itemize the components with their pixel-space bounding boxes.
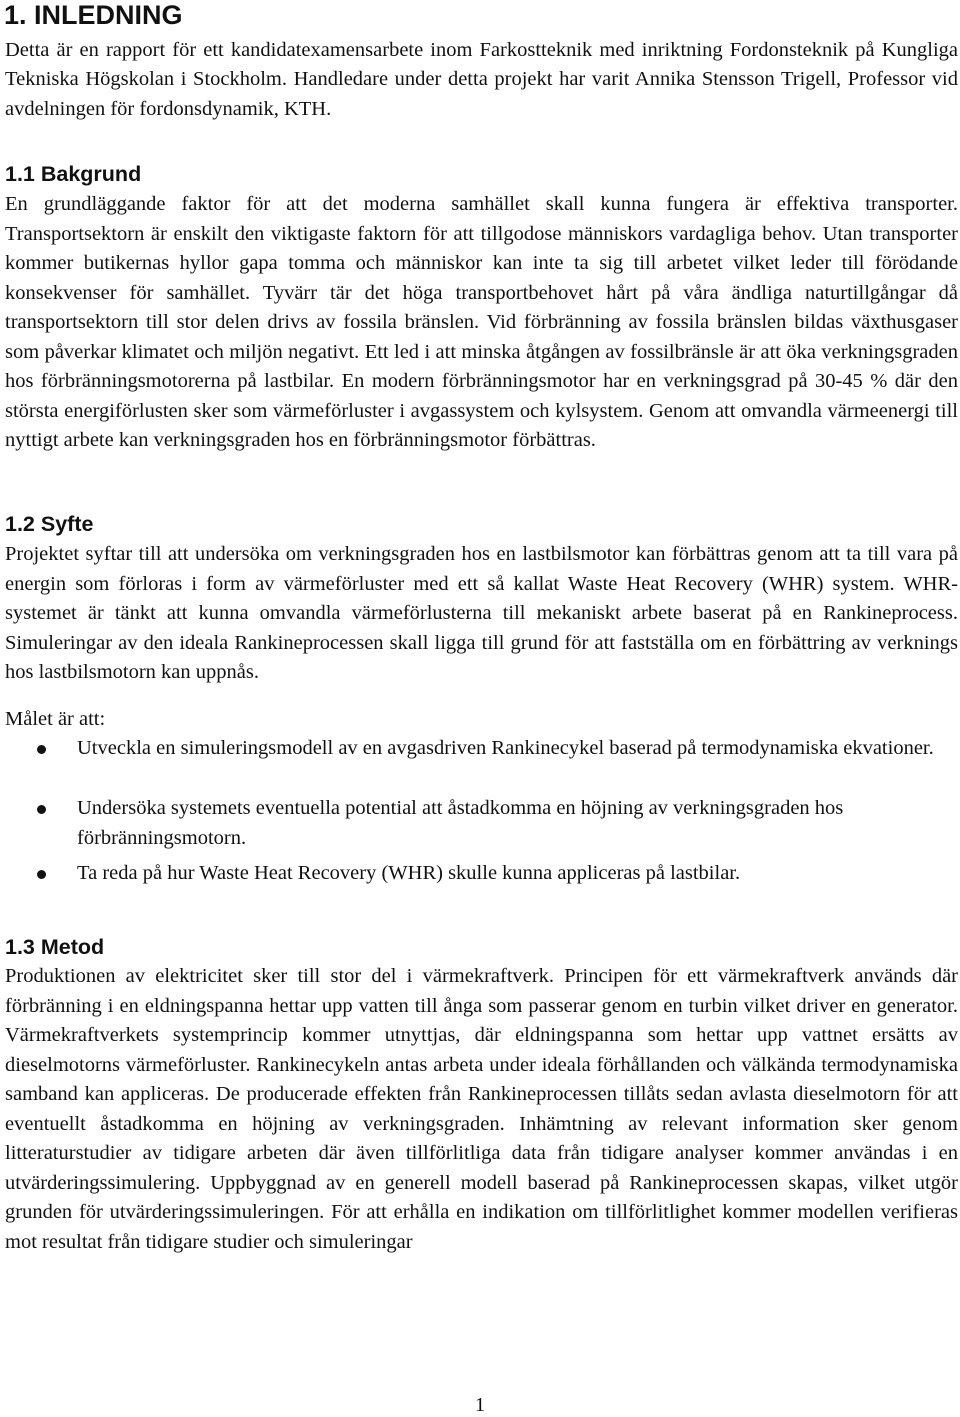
list-item-text: Utveckla en simuleringsmodell av en avgasdriven Rankinecykel baserad på termodynamiska ekvationer. (77, 737, 934, 759)
paragraph-metod: Produktionen av elektricitet sker till stor del i värmekraftverk. Principen för ett värmekraftverk används där förbränning i en eldningspanna hettar upp vatten till ånga som passerar genom en turbin vilket driver en generator. Värmekraftverkets systemprincip kommer utnyttjas, där eldningspanna som hettar upp vattnet ersätts av dieselmotorns värmeförluster. Rankinecykeln antas arbeta under ideala förhållanden och välkända termodynamiska samband kan appliceras. De producerade effekten från Rankineprocessen tillåts sedan avlasta dieselmotorn för att eventuellt åstadkomma en höjning av verkningsgraden. Inhämtning av relevant information sker genom litteraturstudier av tidigare arbeten där även tillförlitliga data från tidigare analyser kommer användas i en utvärderingssimulering. Uppbyggnad av en generell modell baserad på Rankineprocessen skapas, vilket utgör grunden för utvärderingssimuleringen. För att erhålla en indikation om tillförlitlighet kommer modellen verifieras mot resultat från tidigare studier och simuleringar (5, 965, 958, 1253)
section-heading-bakgrund: 1.1 Bakgrund (5, 162, 142, 186)
section-heading-syfte: 1.2 Syfte (5, 512, 94, 536)
goals-intro: Målet är att: (5, 708, 106, 730)
list-item-text: Ta reda på hur Waste Heat Recovery (WHR) skulle kunna appliceras på lastbilar. (77, 862, 741, 884)
bullet-icon (37, 805, 46, 814)
bullet-icon (37, 745, 46, 754)
section-heading-inledning: 1. INLEDNING (4, 0, 183, 30)
paragraph-inledning: Detta är en rapport för ett kandidatexamensarbete inom Farkostteknik med inriktning Fordonsteknik på Kungliga Tekniska Högskolan i Stockholm. Handledare under detta projekt har varit Annika Stensson Trigell, Professor vid avdelningen för fordonsdynamik, KTH. (5, 39, 958, 120)
section-heading-metod: 1.3 Metod (5, 935, 105, 959)
paragraph-bakgrund: En grundläggande faktor för att det moderna samhället skall kunna fungera är effektiva transporter. Transportsektorn är enskilt den viktigaste faktorn för att tillgodose människors vardagliga behov. Utan transporter kommer butikernas hyllor gapa tomma och människor kan inte ta sig till arbetet vilket leder till förödande konsekvenser för samhället. Tyvärr tär det höga transportbehovet hårt på våra ändliga naturtillgångar då transportsektorn till stor delen drivs av fossila bränslen. Vid förbränning av fossila bränslen bildas växthusgaser som påverkar klimatet och miljön negativt. Ett led i att minska åtgången av fossilbränsle är att öka verkningsgraden hos förbränningsmotorerna på lastbilar. En modern förbränningsmotor har en verkningsgrad på 30-45 % där den största energiförlusten sker som värmeförluster i avgassystem och kylsystem. Genom att omvandla värmeenergi till nyttigt arbete kan verkningsgraden hos en förbränningsmotor förbättras. (5, 193, 958, 451)
page-number: 1 (474, 1394, 486, 1416)
paragraph-syfte: Projektet syftar till att undersöka om verkningsgraden hos en lastbilsmotor kan förbättras genom att ta till vara på energin som förloras i form av värmeförluster med ett så kallat Waste Heat Recovery (WHR) system. WHR-systemet är tänkt att kunna omvandla värmeförlusterna till mekaniskt arbete baserat på en Rankineprocess. Simuleringar av den ideala Rankineprocessen skall ligga till grund för att fastställa om en förbättring av verknings hos lastbilsmotorn kan uppnås. (5, 543, 958, 683)
list-item-text: Undersöka systemets eventuella potential att åstadkomma en höjning av verkningsgraden hos förbränningsmotorn. (77, 797, 844, 849)
bullet-icon (37, 870, 46, 879)
